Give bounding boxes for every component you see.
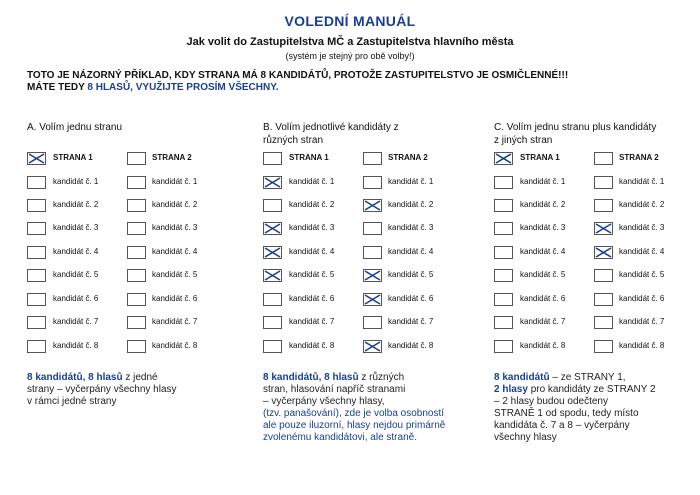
note-text: z různých (358, 372, 405, 383)
cross-mark-icon (495, 153, 512, 164)
checkbox-b-right-candidate-8[interactable] (363, 340, 382, 353)
label-c-left-candidate-4: kandidát č. 4 (520, 247, 566, 256)
checkbox-c-left-candidate-1[interactable] (494, 176, 513, 189)
note-text: strany – vyčerpány všechny hlasy (27, 384, 177, 395)
page-title: VOLEDNÍ MANUÁL (284, 13, 416, 29)
note-line (263, 396, 463, 408)
checkbox-a-right-candidate-4[interactable] (127, 246, 146, 259)
label-b-left-candidate-1: kandidát č. 1 (289, 177, 335, 186)
checkbox-c-right-candidate-1[interactable] (594, 176, 613, 189)
column-note-a (27, 372, 217, 408)
label-c-right-candidate-3: kandidát č. 3 (619, 223, 665, 232)
checkbox-c-right-candidate-4[interactable] (594, 246, 613, 259)
checkbox-c-left-party[interactable] (494, 152, 513, 165)
label-a-left-candidate-8: kandidát č. 8 (53, 341, 99, 350)
checkbox-a-left-party[interactable] (27, 152, 46, 165)
checkbox-b-left-candidate-3[interactable] (263, 222, 282, 235)
checkbox-a-right-candidate-7[interactable] (127, 316, 146, 329)
note-text: (tzv. panašování), zde je volba osobností (263, 408, 445, 419)
cross-mark-icon (364, 200, 381, 211)
label-c-left-candidate-1: kandidát č. 1 (520, 177, 566, 186)
checkbox-a-right-candidate-5[interactable] (127, 269, 146, 282)
label-a-left-candidate-3: kandidát č. 3 (53, 223, 99, 232)
checkbox-a-left-candidate-7[interactable] (27, 316, 46, 329)
note-text: 8 kandidátů, 8 hlasů (263, 372, 359, 383)
checkbox-a-left-candidate-4[interactable] (27, 246, 46, 259)
note-line (494, 384, 684, 396)
checkbox-c-left-candidate-3[interactable] (494, 222, 513, 235)
checkbox-c-left-candidate-2[interactable] (494, 199, 513, 212)
note-text: v rámci jedné strany (27, 396, 117, 407)
intro-line-2-highlight: 8 HLASŮ, VYUŽIJTE PROSÍM VŠECHNY. (87, 82, 279, 93)
intro-line-2-text: MÁTE TEDY (27, 82, 88, 93)
note-line (494, 432, 684, 444)
column-heading-c: C. Volím jednu stranu plus kandidáty z jiných stran (494, 122, 657, 146)
label-c-right-candidate-5: kandidát č. 5 (619, 270, 665, 279)
checkbox-b-left-candidate-8[interactable] (263, 340, 282, 353)
checkbox-b-left-candidate-5[interactable] (263, 269, 282, 282)
note-text: všechny hlasy (494, 432, 557, 443)
label-b-left-party: STRANA 1 (289, 153, 329, 162)
note-text: – ze STRANY 1, (549, 372, 626, 383)
cross-mark-icon (264, 177, 281, 188)
label-c-right-candidate-1: kandidát č. 1 (619, 177, 665, 186)
label-b-right-candidate-4: kandidát č. 4 (388, 247, 434, 256)
checkbox-b-right-candidate-1[interactable] (363, 176, 382, 189)
cross-mark-icon (595, 247, 612, 258)
label-b-right-candidate-3: kandidát č. 3 (388, 223, 434, 232)
label-c-left-candidate-5: kandidát č. 5 (520, 270, 566, 279)
column-heading-b: B. Volím jednotlivé kandidáty z různých stran (263, 122, 399, 146)
note-line (263, 384, 463, 396)
checkbox-c-left-candidate-8[interactable] (494, 340, 513, 353)
checkbox-c-right-candidate-5[interactable] (594, 269, 613, 282)
column-heading-a: A. Volím jednu stranu (27, 122, 123, 133)
checkbox-b-left-candidate-1[interactable] (263, 176, 282, 189)
cross-mark-icon (264, 223, 281, 234)
label-a-right-candidate-8: kandidát č. 8 (152, 341, 198, 350)
cross-mark-icon (264, 247, 281, 258)
note-line (263, 408, 463, 420)
column-note-c (494, 372, 684, 444)
checkbox-b-left-candidate-7[interactable] (263, 316, 282, 329)
note-text: stran, hlasování napříč stranami (263, 384, 406, 395)
label-c-left-candidate-3: kandidát č. 3 (520, 223, 566, 232)
label-a-left-candidate-6: kandidát č. 6 (53, 294, 99, 303)
label-b-left-candidate-8: kandidát č. 8 (289, 341, 335, 350)
checkbox-c-right-candidate-7[interactable] (594, 316, 613, 329)
label-b-right-candidate-1: kandidát č. 1 (388, 177, 434, 186)
note-line (263, 372, 463, 384)
checkbox-c-right-party[interactable] (594, 152, 613, 165)
checkbox-b-right-candidate-7[interactable] (363, 316, 382, 329)
label-b-left-candidate-6: kandidát č. 6 (289, 294, 335, 303)
cross-mark-icon (364, 341, 381, 352)
checkbox-b-right-candidate-3[interactable] (363, 222, 382, 235)
label-a-right-candidate-4: kandidát č. 4 (152, 247, 198, 256)
label-c-left-party: STRANA 1 (520, 153, 560, 162)
note-line (263, 432, 463, 444)
intro-line-1: TOTO JE NÁZORNÝ PŘÍKLAD, KDY STRANA MÁ 8 KANDIDÁTŮ, PROTOŽE ZASTUPITELSTVO JE OSMIČLENNÉ!!! (27, 70, 569, 81)
checkbox-a-left-candidate-8[interactable] (27, 340, 46, 353)
page-subnote: (systém je stejný pro obě volby!) (285, 51, 415, 61)
label-b-left-candidate-3: kandidát č. 3 (289, 223, 335, 232)
label-a-right-candidate-2: kandidát č. 2 (152, 200, 198, 209)
label-a-left-candidate-5: kandidát č. 5 (53, 270, 99, 279)
note-line (27, 372, 217, 384)
checkbox-a-left-candidate-1[interactable] (27, 176, 46, 189)
label-a-left-candidate-2: kandidát č. 2 (53, 200, 99, 209)
label-a-right-candidate-3: kandidát č. 3 (152, 223, 198, 232)
label-b-right-candidate-6: kandidát č. 6 (388, 294, 434, 303)
checkbox-b-right-candidate-6[interactable] (363, 293, 382, 306)
label-c-right-candidate-4: kandidát č. 4 (619, 247, 665, 256)
note-text: – vyčerpány všechny hlasy, (263, 396, 385, 407)
checkbox-a-right-candidate-8[interactable] (127, 340, 146, 353)
label-c-right-candidate-2: kandidát č. 2 (619, 200, 665, 209)
note-text: 8 kandidátů, 8 hlasů (27, 372, 123, 383)
note-text: 8 kandidátů (494, 372, 550, 383)
label-b-left-candidate-7: kandidát č. 7 (289, 317, 335, 326)
checkbox-c-left-candidate-6[interactable] (494, 293, 513, 306)
checkbox-c-right-candidate-8[interactable] (594, 340, 613, 353)
label-b-left-candidate-5: kandidát č. 5 (289, 270, 335, 279)
checkbox-b-left-candidate-6[interactable] (263, 293, 282, 306)
label-a-right-candidate-6: kandidát č. 6 (152, 294, 198, 303)
label-a-right-candidate-7: kandidát č. 7 (152, 317, 198, 326)
checkbox-a-right-party[interactable] (127, 152, 146, 165)
cross-mark-icon (264, 270, 281, 281)
checkbox-a-right-candidate-2[interactable] (127, 199, 146, 212)
cross-mark-icon (364, 270, 381, 281)
checkbox-a-left-candidate-3[interactable] (27, 222, 46, 235)
note-line (494, 420, 684, 432)
label-c-right-candidate-6: kandidát č. 6 (619, 294, 665, 303)
label-c-right-candidate-7: kandidát č. 7 (619, 317, 665, 326)
label-a-left-candidate-7: kandidát č. 7 (53, 317, 99, 326)
checkbox-c-left-candidate-5[interactable] (494, 269, 513, 282)
note-text: zvolenému kandidátovi, ale straně. (263, 432, 417, 443)
label-b-right-candidate-2: kandidát č. 2 (388, 200, 434, 209)
label-a-left-candidate-1: kandidát č. 1 (53, 177, 99, 186)
note-text: ale pouze iluzorní, hlasy nejdou primárně (263, 420, 446, 431)
note-text: z jedné (122, 372, 158, 383)
note-line (494, 372, 684, 384)
label-c-left-candidate-7: kandidát č. 7 (520, 317, 566, 326)
label-b-right-candidate-5: kandidát č. 5 (388, 270, 434, 279)
label-c-left-candidate-6: kandidát č. 6 (520, 294, 566, 303)
label-b-right-candidate-7: kandidát č. 7 (388, 317, 434, 326)
cross-mark-icon (595, 223, 612, 234)
checkbox-c-left-candidate-7[interactable] (494, 316, 513, 329)
label-b-left-candidate-4: kandidát č. 4 (289, 247, 335, 256)
checkbox-c-right-candidate-6[interactable] (594, 293, 613, 306)
label-a-right-candidate-5: kandidát č. 5 (152, 270, 198, 279)
checkbox-c-right-candidate-2[interactable] (594, 199, 613, 212)
label-a-right-candidate-1: kandidát č. 1 (152, 177, 198, 186)
checkbox-b-left-candidate-4[interactable] (263, 246, 282, 259)
note-text: STRANĚ 1 od spodu, tedy místo (494, 408, 639, 419)
checkbox-b-right-party[interactable] (363, 152, 382, 165)
checkbox-c-right-candidate-3[interactable] (594, 222, 613, 235)
intro-line-2 (27, 82, 279, 93)
label-c-left-candidate-8: kandidát č. 8 (520, 341, 566, 350)
label-c-right-candidate-8: kandidát č. 8 (619, 341, 665, 350)
checkbox-c-left-candidate-4[interactable] (494, 246, 513, 259)
checkbox-b-right-candidate-2[interactable] (363, 199, 382, 212)
checkbox-a-right-candidate-1[interactable] (127, 176, 146, 189)
label-a-right-party: STRANA 2 (152, 153, 192, 162)
note-line (263, 420, 463, 432)
label-a-left-party: STRANA 1 (53, 153, 93, 162)
column-note-b (263, 372, 463, 444)
label-b-right-party: STRANA 2 (388, 153, 428, 162)
label-b-right-candidate-8: kandidát č. 8 (388, 341, 434, 350)
label-b-left-candidate-2: kandidát č. 2 (289, 200, 335, 209)
label-a-left-candidate-4: kandidát č. 4 (53, 247, 99, 256)
note-line (27, 384, 217, 396)
checkbox-b-left-party[interactable] (263, 152, 282, 165)
page-subtitle: Jak volit do Zastupitelstva MČ a Zastupitelstva hlavního města (186, 36, 514, 48)
note-text: – 2 hlasy budou odečteny (494, 396, 608, 407)
checkbox-a-left-candidate-2[interactable] (27, 199, 46, 212)
note-line (494, 408, 684, 420)
checkbox-b-left-candidate-2[interactable] (263, 199, 282, 212)
label-c-right-party: STRANA 2 (619, 153, 659, 162)
note-text: kandidáta č. 7 a 8 – vyčerpány (494, 420, 630, 431)
cross-mark-icon (364, 294, 381, 305)
checkbox-a-left-candidate-5[interactable] (27, 269, 46, 282)
checkbox-a-left-candidate-6[interactable] (27, 293, 46, 306)
checkbox-a-right-candidate-6[interactable] (127, 293, 146, 306)
checkbox-b-right-candidate-5[interactable] (363, 269, 382, 282)
checkbox-a-right-candidate-3[interactable] (127, 222, 146, 235)
label-c-left-candidate-2: kandidát č. 2 (520, 200, 566, 209)
note-line (494, 396, 684, 408)
note-line (27, 396, 217, 408)
note-text: pro kandidáty ze STRANY 2 (527, 384, 656, 395)
cross-mark-icon (28, 153, 45, 164)
note-text: 2 hlasy (494, 384, 528, 395)
checkbox-b-right-candidate-4[interactable] (363, 246, 382, 259)
